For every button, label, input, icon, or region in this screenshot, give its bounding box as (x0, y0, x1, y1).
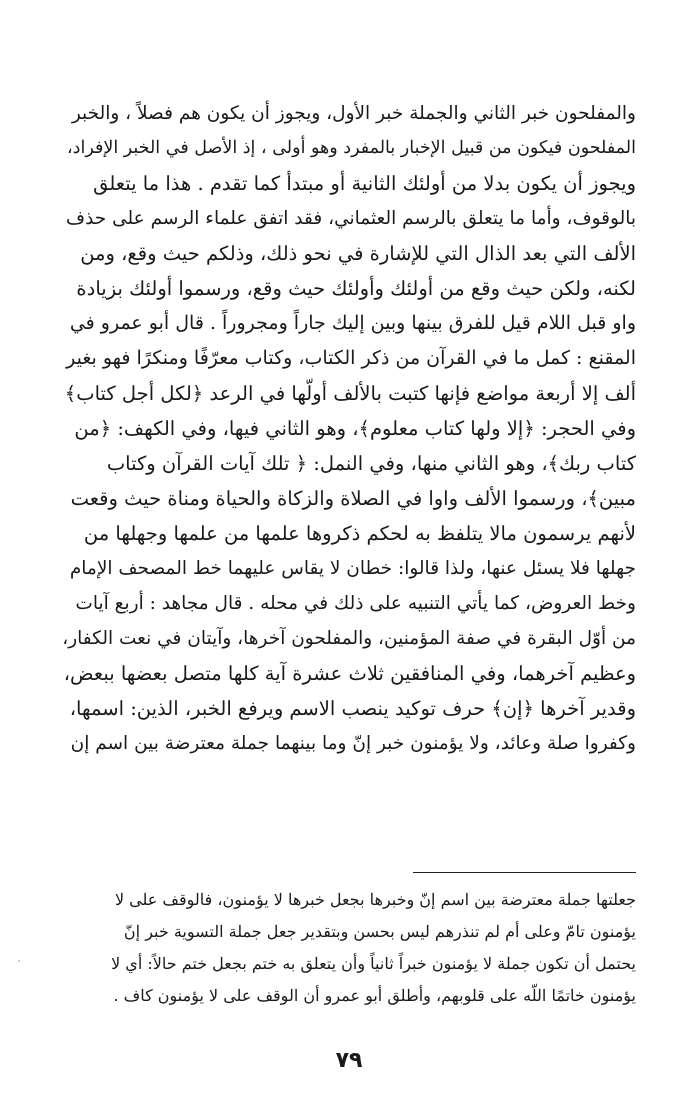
body-line: وخط العروض، كما يأتي التنبيه على ذلك في محله . قال مجاهد : أربع آيات (75, 593, 636, 614)
body-line: وقدير آخرها ﴿إن﴾ حرف توكيد ينصب الاسم ويرفع الخبر، الذين: اسمها، (69, 697, 636, 720)
body-line: وعظيم آخرهما، وفي المنافقين ثلاث عشرة آية كلها متصل بعضها ببعض، (63, 662, 636, 685)
body-line: ويجوز أن يكون بدلا من أولئك الثانية أو مبتدأ كما تقدم . هذا ما يتعلق (93, 172, 636, 195)
footnote-line: جعلتها جملة معترضة بين اسم إنّ وخبرها بجعل خبرها لا يؤمنون، فالوقف على لا (114, 890, 636, 909)
body-line: لكنه، ولكن حيث وقع من أولئك وأولئك حيث وقع، ورسموا أولئك بزيادة (76, 277, 636, 300)
body-line: من أوّل البقرة في صفة المؤمنين، والمفلحون آخرها، وآيتان في نعت الكفار، (62, 628, 636, 649)
body-line: لأنهم يرسمون مالا يتلفظ به لحكم ذكروها علمها من علمها وجهلها من (83, 522, 636, 545)
footnote-line: يؤمنون تامّ وعلى أم لم تنذرهم ليس بحسن وبتقدير جعل جملة التسوية خبر إنّ (123, 922, 636, 941)
body-line: وفي الحجر: ﴿إلا ولها كتاب معلوم﴾، وهو الثاني فيها، وفي الكهف: ﴿من (74, 417, 636, 440)
body-line: مبين﴾، ورسموا الألف واوا في الصلاة والزكاة والحياة ومناة حيث وقعت (70, 487, 636, 510)
footnote-line: يحتمل أن تكون جملة لا يؤمنون خبراً ثانياً وأن يتعلق به ختم بجعل ختم حالاً: أي لا (111, 954, 636, 973)
page-number: ٧٩ (335, 1048, 363, 1073)
body-line: بالوقوف، وأما ما يتعلق بالرسم العثماني، فقد اتفق علماء الرسم على حذف (65, 208, 636, 229)
margin-speck (18, 960, 20, 962)
body-line: جهلها فلا يسئل عنها، ولذا قالوا: خطان لا يقاس عليهما خط المصحف الإمام (69, 558, 636, 579)
body-line: واو قبل اللام قيل للفرق بينها وبين إليك جاراً ومجروراً . قال أبو عمرو في (69, 312, 636, 334)
body-line: المفلحون فيكون من قبيل الإخبار بالمفرد وهو أولى ، إذ الأصل في الخبر الإفراد، (67, 138, 636, 158)
footnote-line: يؤمنون خاتمًا اللّه على قلوبهم، وأطلق أبو عمرو أن الوقف على لا يؤمنون كاف . (113, 986, 636, 1005)
footnote-separator (413, 872, 636, 873)
body-line: الألف التي بعد الذال التي للإشارة في نحو ذلك، وذلكم حيث وقع، ومن (80, 242, 636, 265)
body-line: والمفلحون خبر الثاني والجملة خبر الأول، ويجوز أن يكون هم فصلاً ، والخبر (71, 103, 636, 124)
body-line: ألف إلا أربعة مواضع فإنها كتبت بالألف أولّها في الرعد ﴿لكل أجل كتاب﴾ (64, 382, 636, 405)
body-text (62, 96, 636, 761)
body-line: المقنع : كمل ما في القرآن من ذكر الكتاب، وكتاب معرّفًا ومنكرًا فهو بغير (66, 347, 636, 369)
body-line: وكفروا صلة وعائد، ولا يؤمنون خبر إنّ وما بينهما جملة معترضة بين اسم إن (70, 733, 636, 754)
footnote (62, 884, 636, 1012)
body-line: كتاب ربك﴾، وهو الثاني منها، وفي النمل: ﴿ تلك آيات القرآن وكتاب (106, 452, 636, 475)
